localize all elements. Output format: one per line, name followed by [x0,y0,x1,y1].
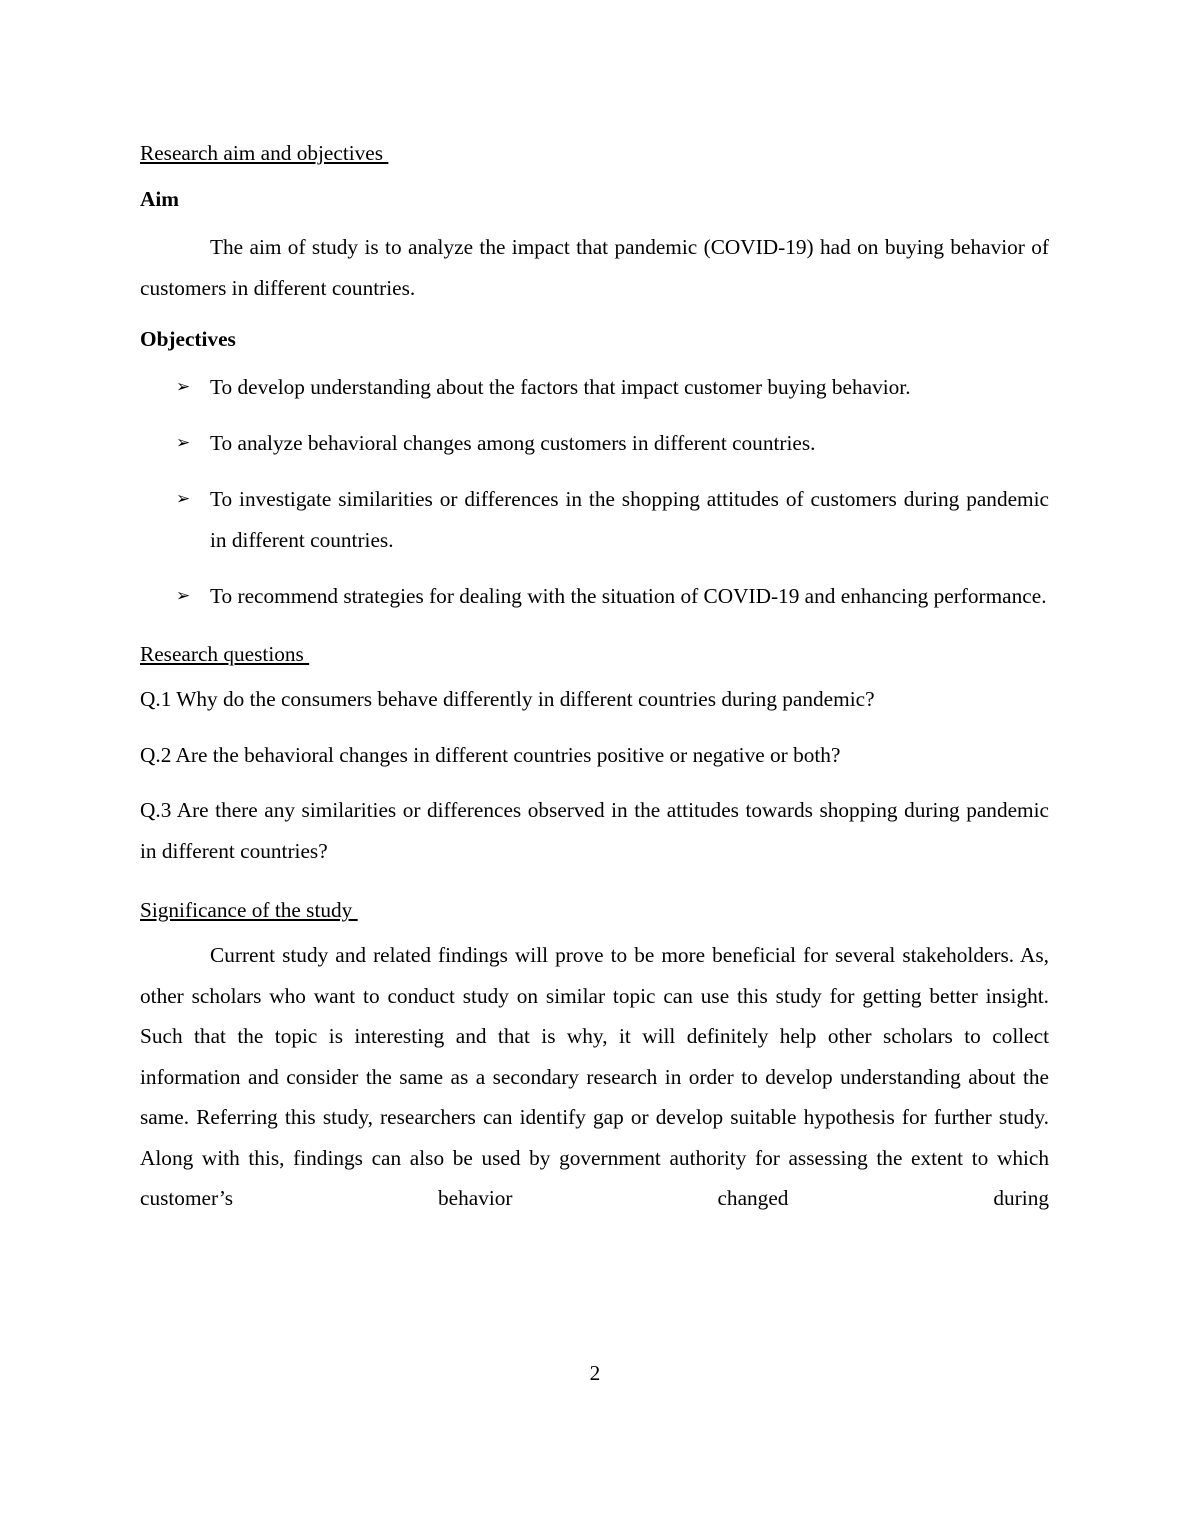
objective-item [140,479,1049,560]
significance-heading: Significance of the study [140,898,358,922]
objective-item [140,423,1049,464]
arrow-bullet-icon: ➢ [176,433,191,453]
objectives-label: Objectives [140,327,236,351]
significance-paragraph: Current study and related findings will prove to be more beneficial for several stakeholders. As, other scholars who want to conduct study on similar topic can use this study for getting better insight. Such that the topic is interesting and that is why, it will definitely help other scholars to collect information and consider the same as a secondary research in order to develop understanding about the same. Referring this study, researchers can identify gap or develop suitable hypothesis for further study. Along with this, findings can also be used by government authority for assessing the extent to which customer’s behavior changed during [140,943,1049,1210]
research-question: Q.2 Are the behavioral changes in different countries positive or negative or both? [140,742,841,767]
objective-text: To recommend strategies for dealing with the situation of COVID-19 and enhancing performance. [210,583,1047,608]
aim-paragraph: The aim of study is to analyze the impact that pandemic (COVID-19) had on buying behavior of customers in different countries. [140,235,1049,300]
research-question: Q.1 Why do the consumers behave differently in different countries during pandemic? [140,687,875,711]
objectives-list [140,367,1049,616]
objective-item [140,367,1049,408]
research-aims-heading: Research aim and objectives [140,141,389,165]
objective-text: To analyze behavioral changes among customers in different countries. [210,431,816,455]
aim-label: Aim [140,187,180,211]
page-number: 2 [589,1361,601,1385]
research-question: Q.3 Are there any similarities or differences observed in the attitudes towards shopping during pandemic in different countries? [140,798,1049,863]
research-questions-heading: Research questions [140,642,310,666]
objective-text: To investigate similarities or differences in the shopping attitudes of customers during pandemic in different countries. [210,487,1049,552]
objective-text: To develop understanding about the factors that impact customer buying behavior. [210,375,911,399]
arrow-bullet-icon: ➢ [176,489,191,509]
arrow-bullet-icon: ➢ [176,377,191,397]
objective-item [140,576,1049,617]
arrow-bullet-icon: ➢ [176,585,191,606]
page-content [140,138,1049,1219]
